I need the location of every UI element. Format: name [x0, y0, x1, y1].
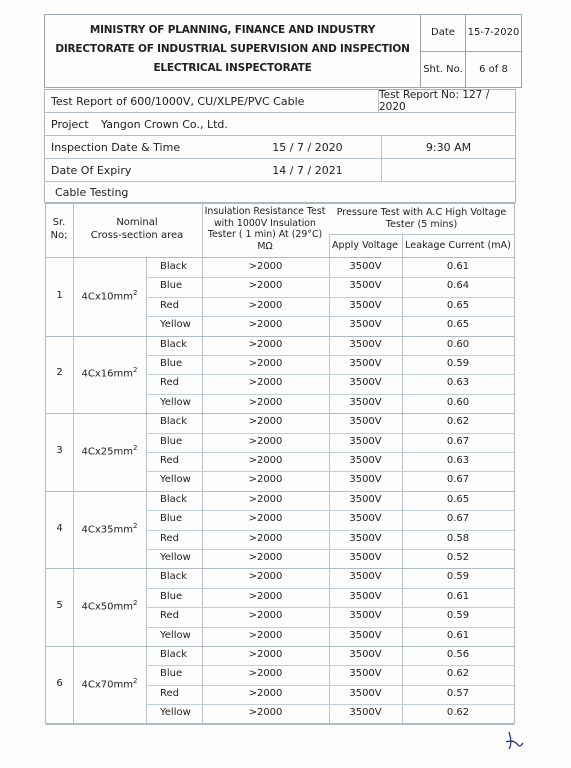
core-color: Blue [160, 513, 183, 525]
col-insulation-header: Insulation Resistance Test with 1000V Insulation Tester ( 1 min) At (29°C) MΩ [204, 206, 326, 252]
directorate-name: DIRECTORATE OF INDUSTRIAL SUPERVISION AND INSPECTION [55, 43, 410, 55]
apply-voltage: 3500V [349, 513, 382, 525]
leakage-current: 0.61 [446, 629, 470, 641]
insulation-resistance: >2000 [248, 474, 283, 486]
date-value: 15-7-2020 [467, 27, 520, 38]
leakage-current: 0.52 [446, 552, 470, 563]
apply-voltage: 3500V [349, 629, 382, 641]
cross-section-size: 4Cx35mm [81, 523, 133, 535]
inspection-label: Inspection Date & Time [51, 140, 181, 154]
leakage-current: 0.58 [446, 532, 470, 544]
leakage-current: 0.61 [446, 590, 470, 602]
apply-voltage: 3500V [349, 377, 382, 389]
core-color: Yellow [160, 629, 191, 641]
row-divider [46, 413, 514, 414]
inspectorate-name: ELECTRICAL INSPECTORATE [153, 62, 312, 74]
core-color: Black [160, 649, 188, 660]
serial-number: 3 [56, 445, 63, 456]
insulation-resistance: >2000 [248, 590, 283, 602]
ministry-title-block [45, 15, 421, 87]
table-header [46, 204, 514, 258]
apply-voltage: 3500V [349, 590, 382, 602]
leakage-current: 0.62 [446, 668, 470, 680]
leakage-current: 0.65 [446, 319, 470, 331]
apply-voltage: 3500V [349, 338, 382, 350]
row-divider [146, 394, 514, 395]
size-unit-exponent: 2 [133, 366, 138, 375]
date-label: Date [421, 15, 466, 51]
leakage-current: 0.65 [446, 299, 470, 311]
core-color: Black [160, 493, 188, 505]
row-divider [46, 724, 514, 725]
apply-voltage: 3500V [349, 358, 382, 369]
apply-voltage: 3500V [349, 319, 382, 331]
core-color: Red [160, 610, 179, 622]
project-row [45, 113, 515, 136]
cross-section-cell [73, 366, 146, 379]
apply-voltage: 3500V [349, 610, 382, 622]
leakage-current: 0.56 [446, 649, 470, 660]
size-unit-exponent: 2 [133, 521, 138, 530]
expiry-row [45, 159, 515, 182]
row-divider [146, 471, 514, 472]
row-divider [146, 452, 514, 453]
core-color: Yellow [160, 396, 191, 408]
insulation-resistance: >2000 [248, 552, 283, 563]
core-color: Red [160, 455, 179, 466]
leakage-current: 0.64 [446, 280, 470, 292]
row-divider [146, 297, 514, 298]
leakage-current: 0.67 [446, 435, 470, 447]
cross-section-cell [73, 444, 146, 457]
core-color: Blue [160, 435, 183, 447]
row-divider [146, 549, 514, 550]
expiry-label: Date Of Expiry [51, 163, 132, 177]
col-pressure-header: Pressure Test with A.C High Voltage Tester (5 mins) [336, 207, 507, 230]
apply-voltage: 3500V [349, 687, 382, 699]
sheet-number-row [421, 52, 521, 88]
size-unit-exponent: 2 [133, 288, 138, 297]
row-divider [146, 685, 514, 686]
insulation-resistance: >2000 [248, 649, 283, 660]
leakage-current: 0.59 [446, 610, 470, 622]
row-divider [46, 568, 514, 569]
insulation-resistance: >2000 [248, 396, 283, 408]
cross-section-cell [73, 677, 146, 690]
row-divider [146, 588, 514, 589]
row-divider [46, 336, 514, 337]
cross-section-size: 4Cx16mm [81, 368, 133, 380]
leakage-current: 0.59 [446, 358, 470, 369]
report-number: Test Report No: 127 / 2020 [378, 90, 515, 112]
leakage-current: 0.59 [446, 571, 470, 583]
inspection-date: 15 / 7 / 2020 [272, 140, 343, 154]
apply-voltage: 3500V [349, 416, 382, 428]
apply-voltage: 3500V [349, 532, 382, 544]
row-divider [146, 355, 514, 356]
sheet-meta [421, 15, 521, 87]
pressure-divider [329, 234, 514, 235]
core-color: Yellow [160, 552, 191, 563]
insulation-resistance: >2000 [248, 513, 283, 525]
apply-voltage: 3500V [349, 668, 382, 680]
report-title-row [45, 90, 515, 113]
cross-section-size: 4Cx25mm [81, 446, 133, 458]
cross-section-size: 4Cx50mm [81, 601, 133, 613]
col-apply-voltage-header: Apply Voltage [331, 240, 399, 251]
report-info [44, 89, 516, 203]
expiry-blank [381, 159, 515, 181]
core-color: Black [160, 261, 188, 272]
section-title: Cable Testing [55, 185, 129, 199]
apply-voltage: 3500V [349, 707, 382, 719]
insulation-resistance: >2000 [248, 358, 283, 369]
leakage-current: 0.62 [446, 707, 470, 719]
row-divider [146, 607, 514, 608]
ministry-name: MINISTRY OF PLANNING, FINANCE AND INDUSTRY [89, 24, 376, 36]
insulation-resistance: >2000 [248, 416, 283, 428]
core-color: Blue [160, 280, 183, 292]
apply-voltage: 3500V [349, 571, 382, 583]
insulation-resistance: >2000 [248, 435, 283, 447]
cross-section-cell [73, 522, 146, 535]
insulation-resistance: >2000 [248, 571, 283, 583]
row-divider [146, 374, 514, 375]
leakage-current: 0.62 [446, 416, 470, 428]
project-value: Yangon Crown Co., Ltd. [101, 117, 228, 131]
row-divider [46, 646, 514, 647]
insulation-resistance: >2000 [248, 493, 283, 505]
leakage-current: 0.57 [446, 687, 470, 699]
apply-voltage: 3500V [349, 455, 382, 466]
row-divider [146, 316, 514, 317]
row-divider [146, 277, 514, 278]
insulation-resistance: >2000 [248, 532, 283, 544]
inspection-row [45, 136, 515, 159]
apply-voltage: 3500V [349, 280, 382, 292]
insulation-resistance: >2000 [248, 280, 283, 292]
core-color: Blue [160, 668, 183, 680]
signature-mark [503, 728, 525, 752]
size-unit-exponent: 2 [133, 676, 138, 685]
insulation-resistance: >2000 [248, 707, 283, 719]
core-color: Red [160, 687, 179, 699]
apply-voltage: 3500V [349, 435, 382, 447]
sheet-number-value: 6 of 8 [479, 64, 508, 75]
row-divider [146, 627, 514, 628]
leakage-current: 0.60 [446, 338, 470, 350]
insulation-resistance: >2000 [248, 377, 283, 389]
core-color: Blue [160, 358, 183, 369]
leakage-current: 0.67 [446, 513, 470, 525]
cross-section-cell [73, 599, 146, 612]
apply-voltage: 3500V [349, 493, 382, 505]
insulation-resistance: >2000 [248, 668, 283, 680]
apply-voltage: 3500V [349, 552, 382, 563]
leakage-current: 0.65 [446, 493, 470, 505]
apply-voltage: 3500V [349, 396, 382, 408]
col-leakage-header: Leakage Current (mA) [405, 240, 511, 251]
core-color: Red [160, 377, 179, 389]
leakage-current: 0.63 [446, 455, 470, 466]
expiry-date: 14 / 7 / 2021 [272, 163, 343, 177]
insulation-resistance: >2000 [248, 261, 283, 272]
insulation-resistance: >2000 [248, 629, 283, 641]
insulation-resistance: >2000 [248, 338, 283, 350]
row-divider [146, 530, 514, 531]
row-divider [146, 433, 514, 434]
letterhead [44, 14, 522, 88]
leakage-current: 0.63 [446, 377, 470, 389]
size-unit-exponent: 2 [133, 444, 138, 452]
apply-voltage: 3500V [349, 474, 382, 486]
report-title: Test Report of 600/1000V, CU/XLPE/PVC Cable [51, 94, 305, 108]
core-color: Yellow [160, 319, 191, 331]
cross-section-cell [73, 289, 146, 302]
core-color: Red [160, 299, 179, 311]
insulation-resistance: >2000 [248, 455, 283, 466]
serial-number: 2 [56, 367, 63, 379]
leakage-current: 0.61 [446, 261, 470, 272]
row-divider [146, 665, 514, 666]
row-divider [146, 510, 514, 511]
insulation-resistance: >2000 [248, 299, 283, 311]
cross-section-size: 4Cx70mm [81, 679, 133, 691]
leakage-current: 0.60 [446, 396, 470, 408]
insulation-resistance: >2000 [248, 687, 283, 699]
apply-voltage: 3500V [349, 299, 382, 311]
core-color: Black [160, 571, 188, 583]
col-nominal-header: Nominal Cross-section area [90, 217, 184, 241]
cable-test-table [45, 203, 515, 724]
core-color: Black [160, 416, 188, 428]
core-color: Blue [160, 590, 183, 602]
core-color: Red [160, 532, 179, 544]
col-sr-header: Sr. No; [50, 217, 68, 241]
insulation-resistance: >2000 [248, 610, 283, 622]
core-color: Black [160, 338, 188, 350]
leakage-current: 0.67 [446, 474, 470, 486]
inspection-time: 9:30 AM [381, 136, 515, 158]
serial-number: 1 [56, 289, 63, 301]
insulation-resistance: >2000 [248, 319, 283, 331]
core-color: Yellow [160, 474, 191, 486]
sheet-number-label: Sht. No. [421, 52, 466, 88]
serial-number: 6 [56, 677, 63, 689]
size-unit-exponent: 2 [133, 599, 138, 608]
project-label: Project [51, 117, 89, 131]
section-row [45, 182, 515, 202]
apply-voltage: 3500V [349, 649, 382, 660]
row-divider [146, 704, 514, 705]
row-divider [46, 491, 514, 492]
cross-section-size: 4Cx10mm [81, 291, 133, 303]
date-row [421, 15, 521, 52]
serial-number: 4 [56, 522, 63, 534]
serial-number: 5 [56, 600, 63, 612]
core-color: Yellow [160, 707, 191, 719]
apply-voltage: 3500V [349, 261, 382, 272]
